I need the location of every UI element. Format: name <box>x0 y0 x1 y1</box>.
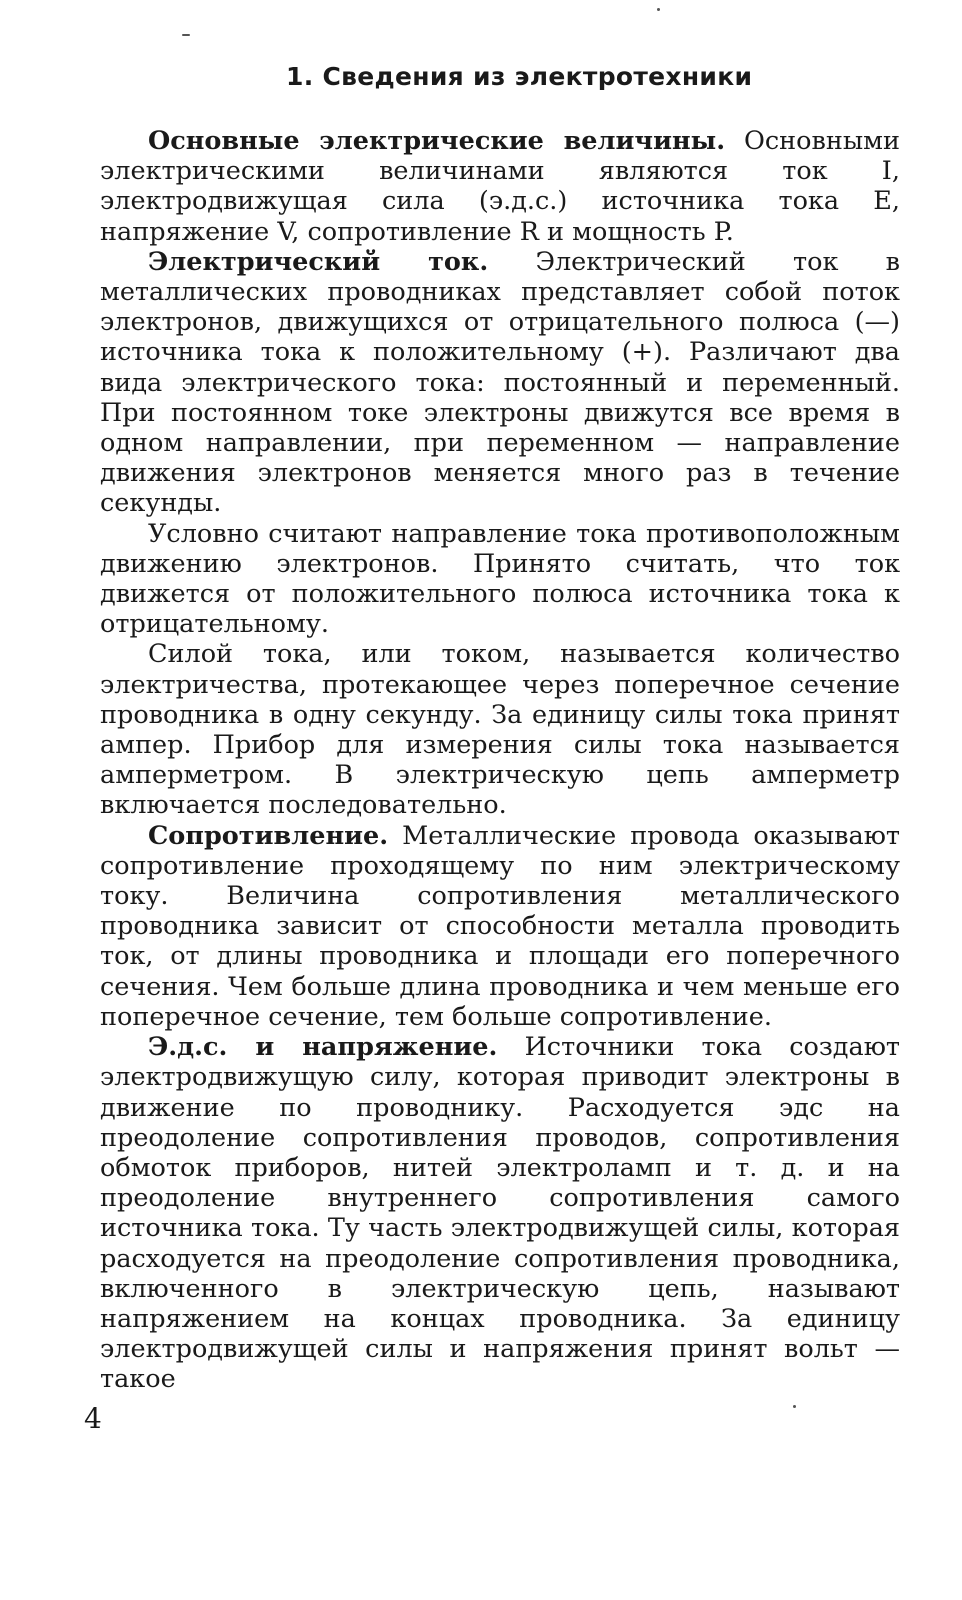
section-heading: 1. Сведения из электротехники <box>286 62 753 91</box>
paragraph-lead: Э.д.с. и напряжение. <box>148 1032 498 1063</box>
paragraph-electric-current <box>100 247 900 519</box>
paragraph-main-quantities <box>100 126 900 247</box>
page-number: 4 <box>84 1402 102 1435</box>
body-text <box>100 126 900 1395</box>
paragraph-resistance <box>100 821 900 1032</box>
paragraph-text: Условно считают направление тока противоположным движению электронов. Принято считать, что ток движется от положительного полюса источника тока к отрицательному. <box>100 518 900 640</box>
paragraph-text: Силой тока, или током, называется количество электричества, протекающее через поперечное сечение проводника в одну секунду. За единицу силы тока принят ампер. Прибор для измерения силы тока называется амперметром. В электрическую цепь амперметр включается последовательно. <box>100 639 900 821</box>
paragraph-emf-voltage <box>100 1032 900 1394</box>
paragraph-text: Источники тока создают электродвижущую силу, которая приводит электроны в движение по проводнику. Расходуется эдс на преодоление сопротивления проводов, сопротивления обмоток приборов, нитей электроламп и т. д. и на преодоление внутреннего сопротивления самого источника тока. Ту часть электродвижущей силы, которая расходуется на преодоление сопротивления проводника, включенного в электрическую цепь, называют напряжением на концах проводника. За единицу электродвижущей силы и напряжения принят вольт — такое <box>100 1032 901 1395</box>
paragraph-text: Электрический ток в металлических проводниках представляет собой поток электронов, движущихся от отрицательного полюса (—) источника тока к положительному (+). Различают два вида электрического тока: постоянный и переменный. При постоянном токе электроны движутся все время в одном направлении, при переменном — направление движения электронов меняется много раз в течение секунды. <box>100 246 900 519</box>
paragraph-text: Основными электрическими величинами являются ток I, электродвижущая сила (э.д.с.) источника тока E, напряжение V, сопротивление R и мощность P. <box>100 126 900 247</box>
paragraph-current-direction <box>100 519 900 640</box>
paragraph-lead: Электрический ток. <box>148 246 489 277</box>
paragraph-lead: Сопротивление. <box>148 820 389 851</box>
paragraph-lead: Основные электрические величины. <box>148 126 726 156</box>
paragraph-current-strength <box>100 639 900 820</box>
print-speck <box>657 8 660 11</box>
paragraph-text: Металлические провода оказывают сопротивление проходящему по ним электрическому току. Величина сопротивления металлического проводника зависит от способности металла проводить ток, от длины проводника и площади его поперечного сечения. Чем больше длина проводника и чем меньше его поперечное сечение, тем больше сопротивление. <box>100 820 900 1032</box>
print-speck <box>182 34 190 36</box>
print-speck <box>793 1405 796 1408</box>
